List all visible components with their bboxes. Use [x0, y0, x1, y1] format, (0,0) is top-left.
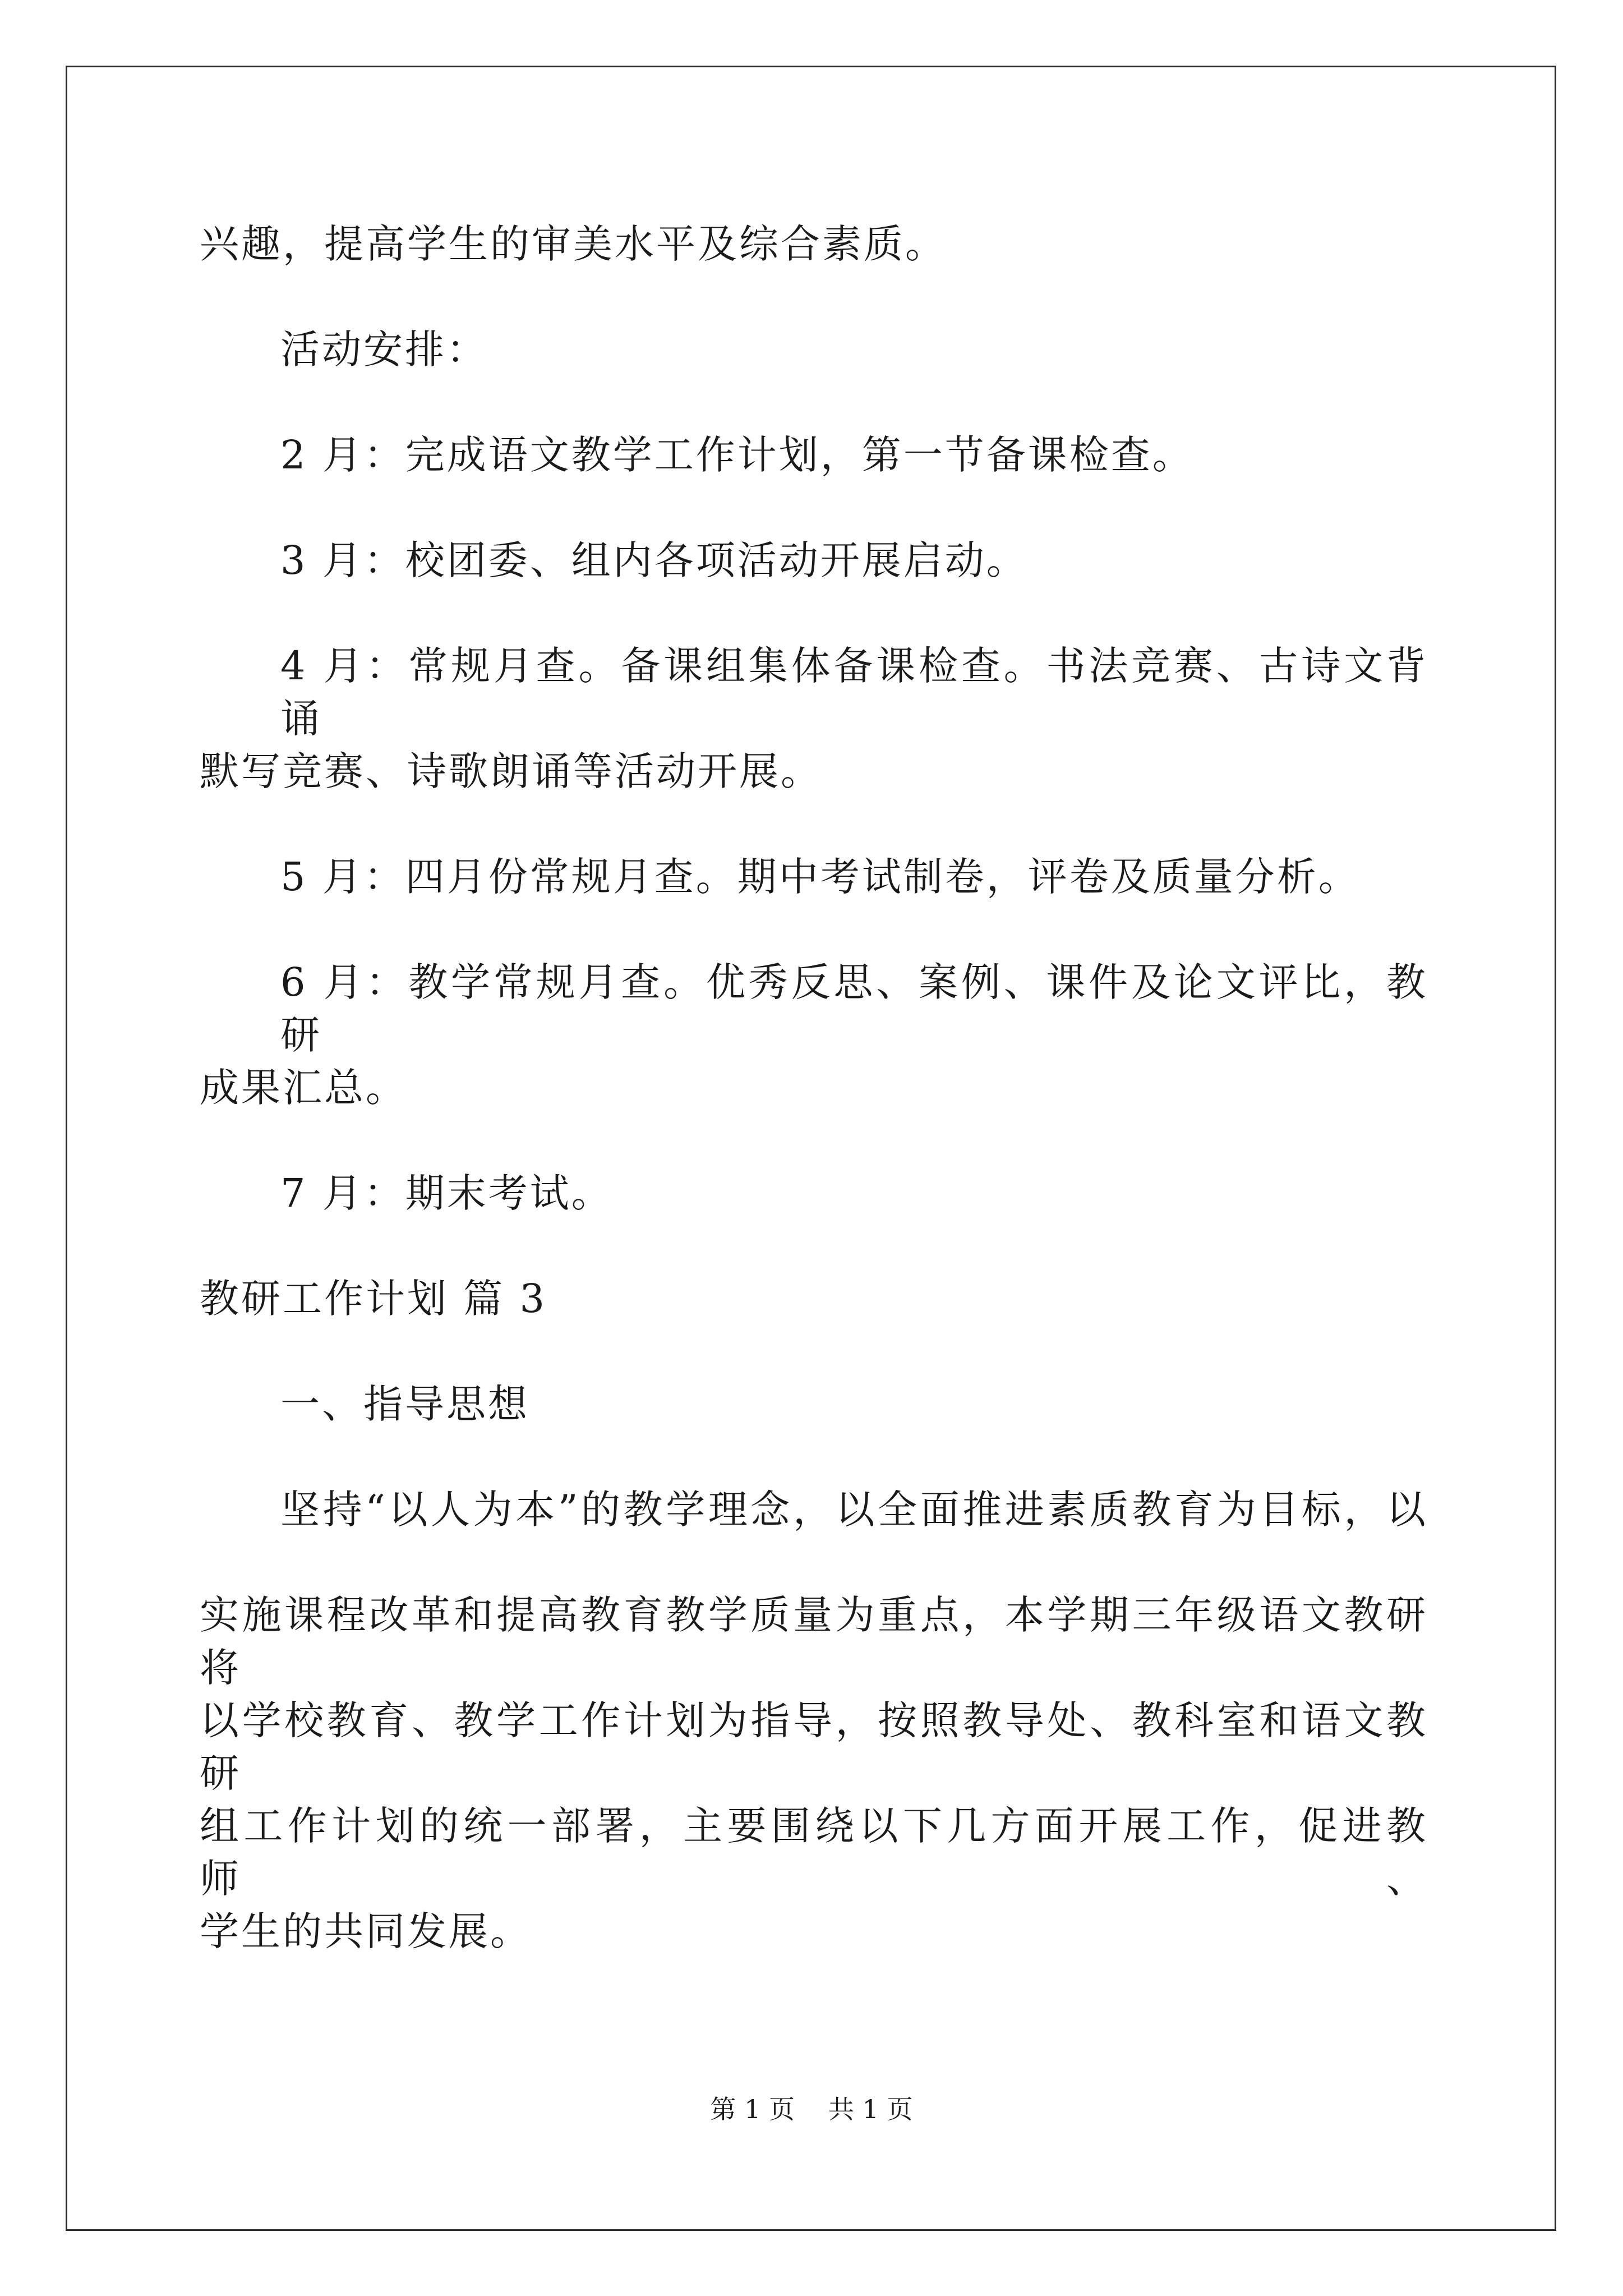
text-line: 默写竞赛、诗歌朗诵等活动开展。	[200, 748, 822, 794]
page-number: 第 1 页	[710, 2094, 795, 2124]
text-line: 成果汇总。	[200, 1065, 407, 1111]
text-line: 兴趣，提高学生的审美水平及综合素质。	[200, 221, 947, 267]
page-total: 共 1 页	[828, 2094, 913, 2124]
document-body	[200, 218, 1428, 2010]
text-line: 实施课程改革和提高教育教学质量为重点，本学期三年级语文教研将	[200, 1592, 1428, 1691]
text-line: 5 月：四月份常规月查。期中考试制卷，评卷及质量分析。	[280, 854, 1360, 900]
page-footer	[0, 2092, 1623, 2126]
text-line: 3 月：校团委、组内各项活动开展启动。	[280, 537, 1028, 583]
text-line: 4 月：常规月查。备课组集体备课检查。书法竞赛、古诗文背诵	[280, 643, 1428, 742]
text-line: 组工作计划的统一部署，主要围绕以下几方面开展工作，促进教师、	[200, 1803, 1428, 1902]
text-line: 6 月：教学常规月查。优秀反思、案例、课件及论文评比，教研	[280, 959, 1428, 1058]
text-line: 以学校教育、教学工作计划为指导，按照教导处、教科室和语文教研	[200, 1697, 1428, 1796]
text-line: 2 月：完成语文教学工作计划，第一节备课检查。	[280, 432, 1194, 478]
text-line: 坚持“以人为本”的教学理念，以全面推进素质教育为目标，以	[280, 1487, 1428, 1533]
text-line: 学生的共同发展。	[200, 1908, 532, 1954]
subsection-heading: 一、指导思想	[280, 1381, 529, 1427]
text-line: 活动安排：	[280, 326, 488, 372]
section-heading: 教研工作计划 篇 3	[200, 1276, 547, 1322]
text-line: 7 月：期末考试。	[280, 1170, 613, 1216]
